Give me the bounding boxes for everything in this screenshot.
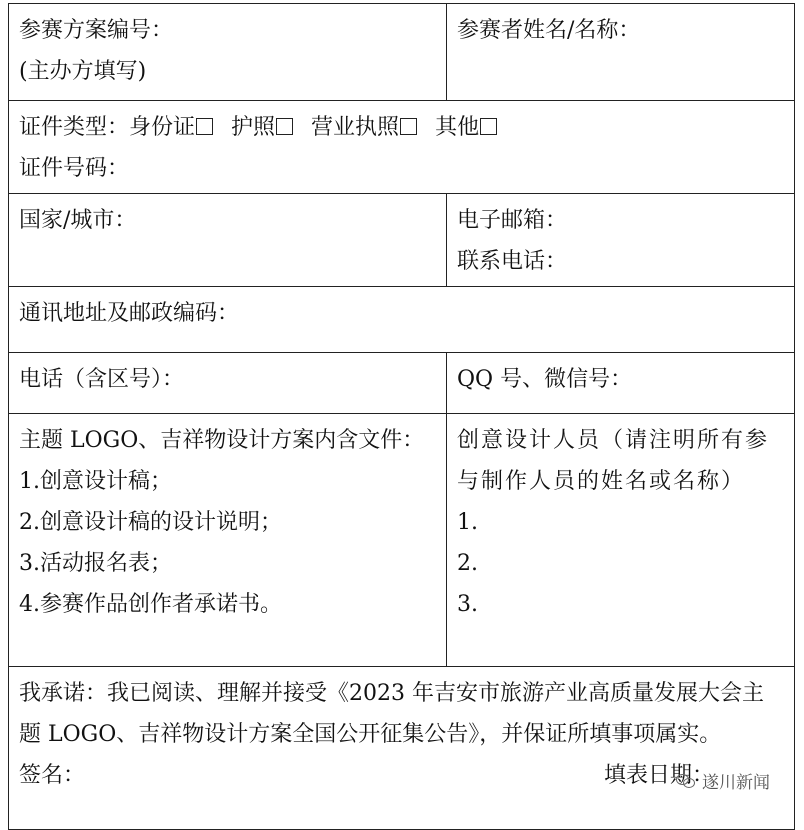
contact-phone-label: 联系电话： (457, 249, 568, 274)
option-passport-label: 护照 (231, 115, 276, 140)
checkbox-passport[interactable] (276, 118, 293, 135)
designer-item-3: 3. (457, 592, 478, 617)
registration-form (8, 3, 794, 811)
contact-cell[interactable] (447, 194, 795, 287)
phone-label: 电话（含区号）： (19, 367, 185, 392)
row-country-contact (9, 194, 795, 287)
id-number-label: 证件号码： (19, 156, 130, 181)
row-pledge (9, 667, 795, 830)
row-entry-number (9, 4, 795, 101)
file-item-3: 3.活动报名表； (19, 551, 172, 576)
designers-intro: 创意设计人员（请注明所有参与制作人员的姓名或名称） (457, 428, 770, 494)
file-item-1: 1.创意设计稿； (19, 469, 172, 494)
entry-number-cell[interactable] (9, 4, 447, 101)
entry-number-label: 参赛方案编号： (19, 18, 174, 43)
row-address (9, 287, 795, 353)
wechat-icon (676, 773, 696, 789)
pledge-cell (9, 667, 795, 830)
option-id-card[interactable] (129, 115, 215, 140)
address-cell[interactable] (9, 287, 795, 353)
option-other[interactable] (435, 115, 499, 140)
id-type-line (19, 107, 784, 148)
row-phone-qq (9, 353, 795, 414)
option-business-license-label: 营业执照 (311, 115, 400, 140)
entrant-name-label: 参赛者姓名/名称： (457, 18, 641, 43)
files-cell (9, 414, 447, 667)
watermark (676, 768, 770, 793)
designers-cell[interactable] (447, 414, 795, 667)
phone-cell[interactable] (9, 353, 447, 414)
id-type-label: 证件类型： (19, 115, 130, 140)
qq-wechat-cell[interactable] (447, 353, 795, 414)
file-item-4: 4.参赛作品创作者承诺书。 (19, 592, 282, 617)
id-cell (9, 101, 795, 194)
row-files-designers (9, 414, 795, 667)
designer-item-2: 2. (457, 551, 478, 576)
country-city-cell[interactable] (9, 194, 447, 287)
file-item-2: 2.创意设计稿的设计说明； (19, 510, 282, 535)
option-passport[interactable] (231, 115, 295, 140)
designer-item-1: 1. (457, 510, 478, 535)
files-intro: 主题 LOGO、吉祥物设计方案内含文件： (19, 428, 425, 453)
qq-wechat-label: QQ 号、微信号： (457, 367, 633, 392)
signature-line (19, 755, 784, 796)
option-business-license[interactable] (311, 115, 419, 140)
row-id (9, 101, 795, 194)
entry-number-note: (主办方填写) (19, 59, 147, 84)
watermark-text: 遂川新闻 (702, 773, 770, 793)
checkbox-other[interactable] (480, 118, 497, 135)
option-other-label: 其他 (435, 115, 480, 140)
checkbox-id-card[interactable] (196, 118, 213, 135)
entrant-name-cell[interactable] (447, 4, 795, 101)
address-label: 通讯地址及邮政编码： (19, 301, 240, 326)
signature-label[interactable]: 签名： (19, 763, 86, 788)
email-label: 电子邮箱： (457, 208, 568, 233)
form-table (8, 3, 795, 830)
date-label[interactable]: 填表日期： (603, 763, 714, 788)
pledge-text: 我承诺：我已阅读、理解并接受《2023 年吉安市旅游产业高质量发展大会主题 LOGO、吉祥物设计方案全国公开征集公告》，并保证所填事项属实。 (19, 681, 764, 747)
country-city-label: 国家/城市： (19, 208, 137, 233)
checkbox-business-license[interactable] (400, 118, 417, 135)
option-id-card-label: 身份证 (129, 115, 196, 140)
